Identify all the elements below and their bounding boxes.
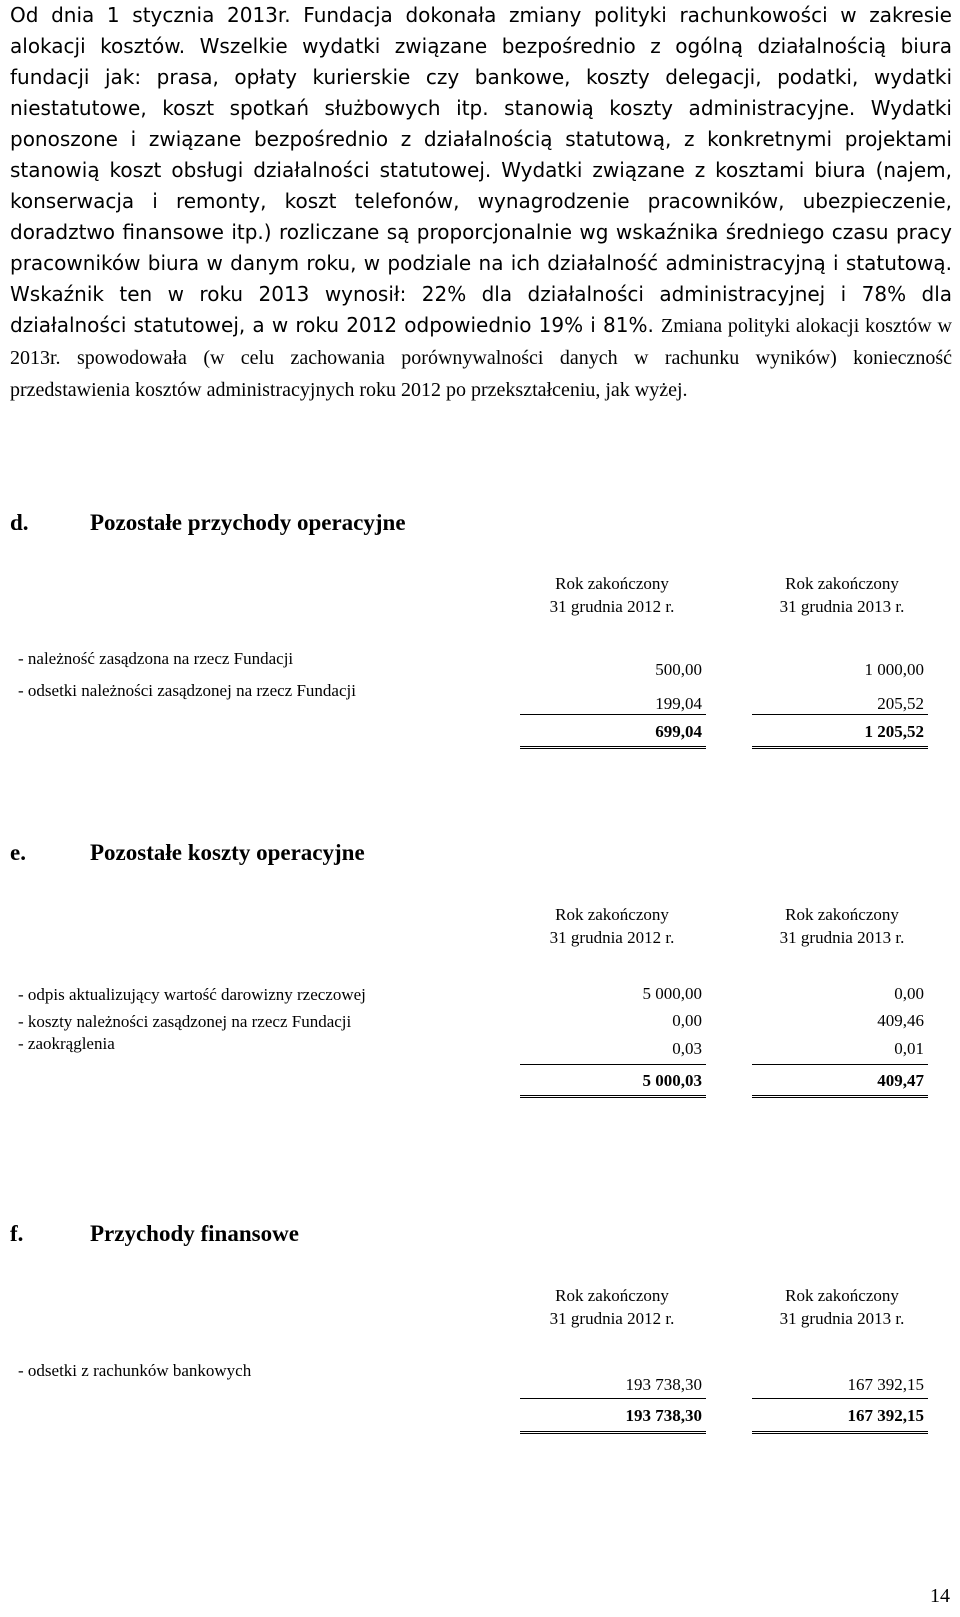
section-e-letter: e. <box>10 840 26 865</box>
section-d-letter: d. <box>10 510 29 535</box>
section-f-total-2012: 193 738,30 <box>625 1406 702 1425</box>
section-d-total-2013: 1 205,52 <box>864 722 924 741</box>
section-d-heading <box>10 510 406 536</box>
intro-sentence-3: Wydatki związane z kosztami biura (najem, konserwacja i remonty, koszt telefonów, wynagrodzenie pracowników, ubezpieczenie, doradztwo finansowe itp.) rozliczane są proporcjonalnie wg wskaźnika średniego czasu pracy pracowników biura w danym roku, w podziale na ich działalność administracyjną i statutową. Wskaźnik ten w roku 2013 wynosił: 22% dla działalności administracyjnej i 78% dla działalności statutowej, a w roku 2012 odpowiednio 19% i 81%. <box>10 158 953 337</box>
section-f-rule-2012 <box>520 1398 706 1399</box>
section-e-col-2013-header <box>742 903 942 949</box>
section-e-row-3-2013: 0,01 <box>894 1039 924 1058</box>
col-header-year: 31 grudnia 2013 r. <box>779 928 905 947</box>
section-e-row-3-label: - zaokrąglenia <box>18 1034 115 1053</box>
col-header-line1: Rok zakończony <box>785 905 899 924</box>
section-f-col-2012-header <box>512 1284 712 1330</box>
section-f-title: Przychody finansowe <box>90 1221 299 1246</box>
section-f-total-rule-2013 <box>752 1431 928 1434</box>
section-f-rule-2013 <box>752 1398 928 1399</box>
section-d-row-1-2012: 500,00 <box>655 660 702 679</box>
section-d-title: Pozostałe przychody operacyjne <box>90 510 406 535</box>
section-e-rule-2013 <box>752 1064 928 1065</box>
col-header-year: 31 grudnia 2013 r. <box>779 1309 905 1328</box>
section-d-row-2-2012: 199,04 <box>655 694 702 713</box>
section-d-rule-2013 <box>752 714 928 715</box>
page-number: 14 <box>930 1585 950 1607</box>
col-header-line1: Rok zakończony <box>785 1286 899 1305</box>
section-e-col-2012-header <box>512 903 712 949</box>
section-e-title: Pozostałe koszty operacyjne <box>90 840 365 865</box>
section-e-total-rule-2013 <box>752 1095 928 1098</box>
section-d-total-rule-2013 <box>752 746 928 749</box>
col-header-line1: Rok zakończony <box>785 574 899 593</box>
section-e-total-rule-2012 <box>520 1095 706 1098</box>
section-d-rule-2012 <box>520 714 706 715</box>
col-header-year: 31 grudnia 2012 r. <box>549 597 675 616</box>
col-header-line1: Rok zakończony <box>555 905 669 924</box>
section-d-total-2012: 699,04 <box>655 722 702 741</box>
section-e-rule-2012 <box>520 1064 706 1065</box>
section-f-heading <box>10 1221 299 1247</box>
section-d-col-2013-header <box>742 572 942 618</box>
section-d-total-rule-2012 <box>520 746 706 749</box>
intro-sentence-4: Zmiana polityki alokacji kosztów w 2013r. spowodowała (w celu zachowania porównywalności danych w rachunku wyników) konieczność przedstawienia kosztów administracyjnych roku 2012 po przekształceniu, jak wyżej. <box>10 315 952 401</box>
section-e-row-2-2013: 409,46 <box>877 1011 924 1030</box>
section-d-row-2-2013: 205,52 <box>877 694 924 713</box>
section-d-col-2012-header <box>512 572 712 618</box>
section-e-row-1-label: - odpis aktualizujący wartość darowizny rzeczowej <box>18 985 366 1004</box>
section-f-total-rule-2012 <box>520 1431 706 1434</box>
section-f-row-1-2012: 193 738,30 <box>625 1375 702 1394</box>
intro-paragraph <box>10 0 952 406</box>
section-e-row-2-label: - koszty należności zasądzonej na rzecz Fundacji <box>18 1012 352 1031</box>
section-f-row-1-2013: 167 392,15 <box>847 1375 924 1394</box>
section-e-row-3-2012: 0,03 <box>672 1039 702 1058</box>
section-d-row-1-label: - należność zasądzona na rzecz Fundacji <box>18 649 294 668</box>
section-d-row-1-2013: 1 000,00 <box>864 660 924 679</box>
section-e-heading <box>10 840 365 866</box>
section-f-letter: f. <box>10 1221 24 1246</box>
section-f-total-2013: 167 392,15 <box>847 1406 924 1425</box>
section-e-row-1-2012: 5 000,00 <box>642 984 702 1003</box>
section-e-row-1-2013: 0,00 <box>894 984 924 1003</box>
section-e-row-2-2012: 0,00 <box>672 1011 702 1030</box>
section-d-row-2-label: - odsetki należności zasądzonej na rzecz Fundacji <box>18 681 356 700</box>
col-header-year: 31 grudnia 2013 r. <box>779 597 905 616</box>
section-f-row-1-label: - odsetki z rachunków bankowych <box>18 1361 252 1380</box>
section-e-total-2013: 409,47 <box>877 1071 924 1090</box>
col-header-year: 31 grudnia 2012 r. <box>549 1309 675 1328</box>
intro-sentence-2: Wszelkie wydatki związane bezpośrednio z ogólną działalnością biura fundacji jak: prasa, opłaty kurierskie czy bankowe, koszty delegacji, podatki, wydatki niestatutowe, koszt spotkań służbowych itp. stanowią koszty administracyjne. Wydatki ponoszone i związane bezpośrednio z działalnością statutową, z konkretnymi projektami stanowią koszt obsługi działalności statutowej. <box>10 34 953 182</box>
intro-sentence-1: Od dnia 1 stycznia 2013r. Fundacja dokonała zmiany polityki rachunkowości w zakresie alokacji kosztów. <box>10 3 952 58</box>
col-header-line1: Rok zakończony <box>555 574 669 593</box>
col-header-line1: Rok zakończony <box>555 1286 669 1305</box>
col-header-year: 31 grudnia 2012 r. <box>549 928 675 947</box>
section-e-total-2012: 5 000,03 <box>642 1071 702 1090</box>
section-f-col-2013-header <box>742 1284 942 1330</box>
